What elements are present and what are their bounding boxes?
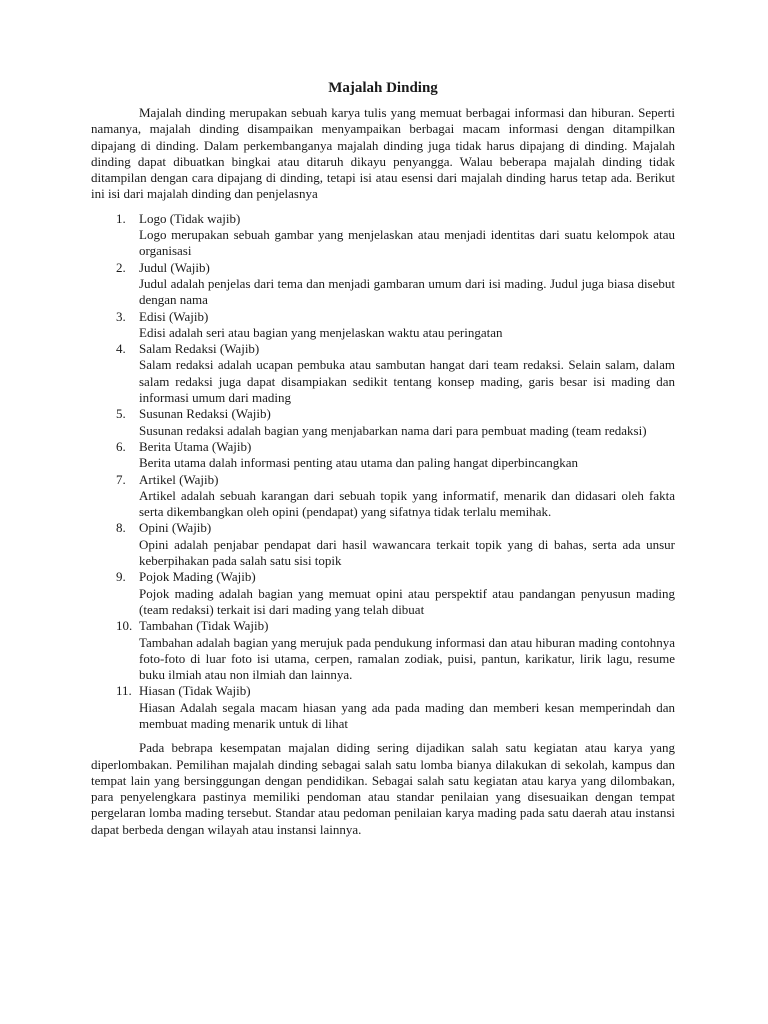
closing-paragraph: Pada bebrapa kesempatan majalan diding sering dijadikan salah satu kegiatan atau karya yang diperlombakan. Pemilihan majalah dinding sebagai salah satu lomba bianya dilakukan di sekolah, kampus dan tempat lain yang bersinggungan dengan pendidikan. Sebagai salah satu kegiatan atau karya yang dilombakan, para penyelengkara pastinya memiliki pendoman atau standar penilaian yang disesuaikan dengan tempat pergelaran lomba mading tersebut. Standar atau pedoman penilaian karya mading pada satu daerah atau instansi dapat berbeda dengan wilayah atau instansi lainnya. [91, 740, 675, 837]
list-item-description: Logo merupakan sebuah gambar yang menjelaskan atau menjadi identitas dari suatu kelompok atau organisasi [139, 227, 675, 259]
list-item-description: Tambahan adalah bagian yang merujuk pada pendukung informasi dan atau hiburan mading contohnya foto-foto di luar foto isi utama, cerpen, ramalan zodiak, puisi, pantun, karikatur, lirik lagu, resume buku ilmiah atau non ilmiah dan lainnya. [139, 634, 675, 683]
list-item-description: Salam redaksi adalah ucapan pembuka atau sambutan hangat dari team redaksi. Selain salam, dalam salam redaksi juga dapat disampiakan sedikit tentang konsep mading, garis besar isi mading dan informasi umum dari mading [139, 357, 675, 406]
list-item [91, 683, 675, 732]
list-item-description: Hiasan Adalah segala macam hiasan yang ada pada mading dan memberi kesan memperindah dan membuat mading menarik untuk di lihat [139, 699, 675, 731]
list-item-title: Judul (Wajib) [139, 259, 210, 275]
list-item-description: Pojok mading adalah bagian yang memuat opini atau perspektif atau pandangan penyusun mading (team redaksi) terkait isi dari mading yang telah dibuat [139, 585, 675, 617]
list-item-description: Edisi adalah seri atau bagian yang menjelaskan waktu atau peringatan [139, 324, 503, 340]
list-item-title: Logo (Tidak wajib) [139, 210, 241, 226]
content-list [91, 211, 675, 733]
list-item-title: Tambahan (Tidak Wajib) [139, 618, 269, 634]
list-item [91, 341, 675, 406]
document-title: Majalah Dinding [328, 80, 438, 96]
list-item [91, 439, 675, 472]
list-item-number: 4. [116, 341, 126, 357]
list-item [91, 569, 675, 618]
list-item-number: 7. [116, 471, 126, 487]
list-item-number: 11. [116, 683, 132, 699]
list-item [91, 260, 675, 309]
list-item-title: Pojok Mading (Wajib) [139, 569, 256, 585]
list-item [91, 406, 675, 439]
list-item-description: Berita utama dalah informasi penting atau utama dan paling hangat diperbincangkan [139, 455, 578, 471]
list-item-title: Berita Utama (Wajib) [139, 438, 252, 454]
list-item-title: Hiasan (Tidak Wajib) [139, 683, 251, 699]
list-item-description: Susunan redaksi adalah bagian yang menjabarkan nama dari para pembuat mading (team redaksi) [139, 422, 647, 438]
intro-paragraph: Majalah dinding merupakan sebuah karya tulis yang memuat berbagai informasi dan hiburan. Seperti namanya, majalah dinding disampaikan menyampaikan berbagai macam informasi dengan ditampilkan dipajang di dinding. Dalam perkembanganya majalah dinding juga tidak harus dipajang di dinding. Majalah dinding dapat dibuatkan bingkai atau ditaruh dikayu penyangga. Walau beberapa majalah dinding tidak ditampilan dengan cara dipajang di dinding, tetapi isi atau esensi dari majalah dinding harus tetap ada. Berikut ini isi dari majalah dinding dan penjelasnya [91, 105, 675, 202]
document-page [91, 78, 675, 838]
list-item-number: 2. [116, 259, 126, 275]
list-item-title: Opini (Wajib) [139, 520, 212, 536]
list-item-description: Judul adalah penjelas dari tema dan menjadi gambaran umum dari isi mading. Judul juga biasa disebut dengan nama [139, 275, 675, 308]
list-item-number: 10. [116, 618, 133, 634]
list-item [91, 472, 675, 521]
list-item-title: Salam Redaksi (Wajib) [139, 341, 260, 357]
list-item-number: 3. [116, 308, 126, 324]
list-item [91, 520, 675, 569]
list-item-number: 5. [116, 406, 126, 422]
list-item-title: Susunan Redaksi (Wajib) [139, 406, 271, 422]
list-item [91, 211, 675, 260]
list-item-number: 8. [116, 520, 126, 536]
list-item-number: 1. [116, 210, 126, 226]
list-item-number: 9. [116, 569, 126, 585]
list-item-number: 6. [116, 438, 126, 454]
list-item-title: Artikel (Wajib) [139, 471, 219, 487]
list-item [91, 309, 675, 342]
list-item-description: Opini adalah penjabar pendapat dari hasil wawancara terkait topik yang di bahas, serta ada unsur keberpihakan pada salah satu sisi topik [139, 536, 675, 569]
list-item-description: Artikel adalah sebuah karangan dari sebuah topik yang informatif, menarik dan didasari oleh fakta serta dikembangkan oleh opini (pendapat) yang sifatnya tidak terlalu memihak. [139, 487, 675, 520]
list-item [91, 618, 675, 683]
list-item-title: Edisi (Wajib) [139, 308, 209, 324]
